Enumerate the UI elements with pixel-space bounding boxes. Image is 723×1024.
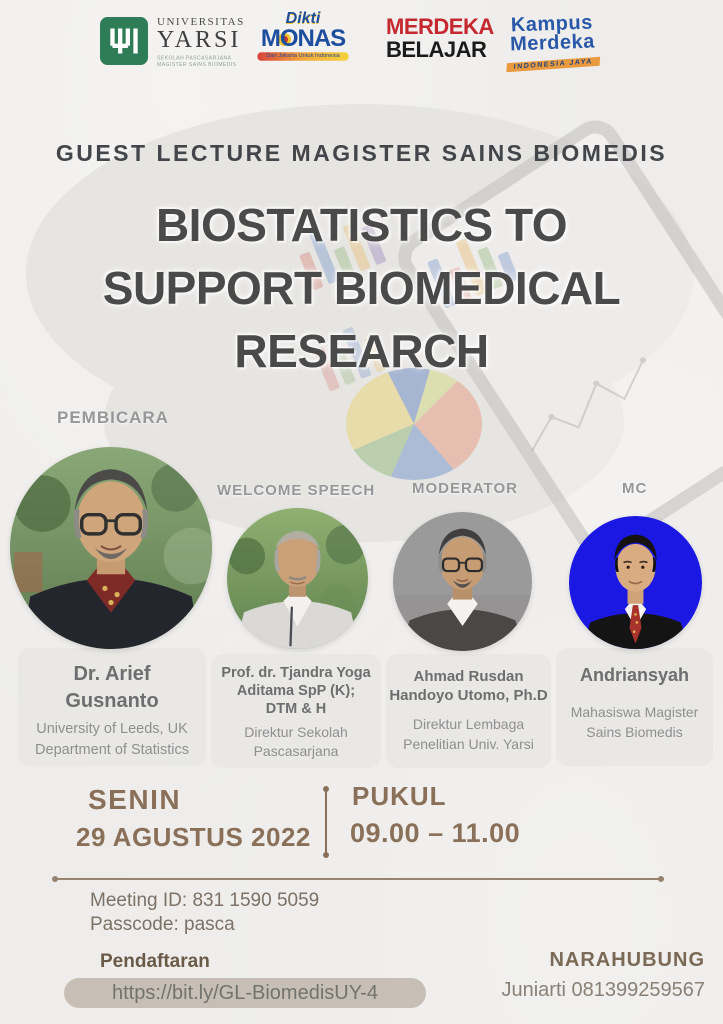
speaker-name: Dr. Arief bbox=[73, 663, 151, 685]
dikti-text: Dikti bbox=[285, 10, 321, 27]
event-title: BIOSTATISTICS TO SUPPORT BIOMEDICAL RESEARCH bbox=[102, 199, 621, 377]
role-label-welcome-speech: WELCOME SPEECH bbox=[217, 482, 376, 499]
logo-merdeka-belajar bbox=[386, 15, 494, 61]
speaker-name: Andriansyah bbox=[579, 665, 690, 685]
speaker-description: Direktur Lembaga Penelitian Univ. Yarsi bbox=[403, 716, 534, 752]
schedule-divider bbox=[325, 790, 327, 854]
monas-wordmark: MONAS bbox=[260, 25, 346, 52]
registration-label: Pendaftaran bbox=[100, 951, 210, 972]
kampus-text: Kampus bbox=[510, 11, 594, 37]
speaker-photo-ahmad-rusdan bbox=[393, 512, 532, 651]
yarsi-wordmark bbox=[157, 16, 251, 71]
role-label-moderator: MODERATOR bbox=[412, 480, 518, 497]
schedule-time: 09.00 – 11.00 bbox=[350, 818, 521, 848]
meeting-id-label: Meeting ID: bbox=[90, 890, 188, 911]
meeting-id-value: 831 1590 5059 bbox=[192, 890, 320, 911]
logo-universitas-yarsi bbox=[100, 16, 251, 71]
yarsi-icon bbox=[100, 16, 148, 66]
contact-label: NARAHUBUNG bbox=[549, 949, 705, 971]
speaker-name: Ahmad Rusdan bbox=[413, 668, 524, 685]
speaker-name: Prof. dr. Tjandra Yoga bbox=[221, 665, 371, 681]
speaker-card-andriansyah bbox=[556, 648, 713, 766]
meeting-id-line bbox=[90, 890, 319, 912]
contact-block bbox=[501, 949, 705, 1002]
role-label-mc: MC bbox=[622, 480, 648, 497]
passcode-value: pasca bbox=[184, 914, 235, 935]
belajar-text: BELAJAR bbox=[386, 37, 487, 62]
speaker-name: Aditama SpP (K); bbox=[236, 683, 356, 699]
contact-person: Juniarti 081399259567 bbox=[501, 979, 705, 1001]
yarsi-top-text: UNIVERSITAS bbox=[157, 16, 245, 28]
event-kicker: GUEST LECTURE MAGISTER SAINS BIOMEDIS bbox=[55, 140, 668, 166]
registration-link[interactable]: https://bit.ly/GL-BiomedisUY-4 bbox=[64, 978, 426, 1008]
yarsi-subtitle: SEKOLAH PASCASARJANA MAGISTER SAINS BIOMEDIS bbox=[157, 55, 237, 68]
speaker-description: Direktur Sekolah Pascasarjana bbox=[244, 724, 348, 759]
portrait-illustration bbox=[393, 512, 532, 651]
passcode-line bbox=[90, 914, 235, 936]
dikti-banner-text: Dari Jakarta Untuk Indonesia bbox=[257, 52, 348, 61]
speaker-name: Handoyo Utomo, Ph.D bbox=[389, 687, 548, 704]
speaker-description: University of Leeds, UK Department of Statistics bbox=[35, 721, 189, 758]
schedule-date: 29 AGUSTUS 2022 bbox=[76, 822, 311, 852]
speaker-description: Mahasiswa Magister Sains Biomedis bbox=[570, 704, 699, 740]
speaker-card-ahmad-rusdan bbox=[386, 654, 551, 768]
speaker-card-arief-gusnanto bbox=[18, 648, 206, 766]
portrait-illustration bbox=[10, 447, 212, 649]
speaker-name: Gusnanto bbox=[65, 690, 159, 712]
schedule-time-label: PUKUL bbox=[352, 781, 447, 811]
speaker-name: DTM & H bbox=[265, 701, 327, 717]
logo-dikti-monas bbox=[252, 11, 354, 61]
speaker-photo-tjandra-yoga bbox=[227, 508, 368, 649]
schedule-day: SENIN bbox=[88, 784, 182, 815]
portrait-illustration bbox=[227, 508, 368, 649]
role-label-pembicara: PEMBICARA bbox=[57, 408, 169, 427]
merdeka-text: MERDEKA bbox=[386, 14, 494, 39]
portrait-illustration bbox=[569, 516, 702, 649]
yarsi-name-text: YARSI bbox=[157, 27, 242, 53]
horizontal-divider bbox=[55, 878, 661, 880]
merdeka-text: Merdeka bbox=[509, 30, 596, 56]
speaker-photo-andriansyah bbox=[569, 516, 702, 649]
pie-chart-illustration bbox=[346, 368, 482, 480]
indonesia-jaya-banner: INDONESIA JAYA bbox=[506, 57, 600, 73]
speaker-card-tjandra-yoga bbox=[211, 654, 381, 768]
passcode-label: Passcode: bbox=[90, 914, 179, 935]
logo-kampus-merdeka bbox=[505, 13, 600, 72]
speaker-photo-arief-gusnanto bbox=[10, 447, 212, 649]
